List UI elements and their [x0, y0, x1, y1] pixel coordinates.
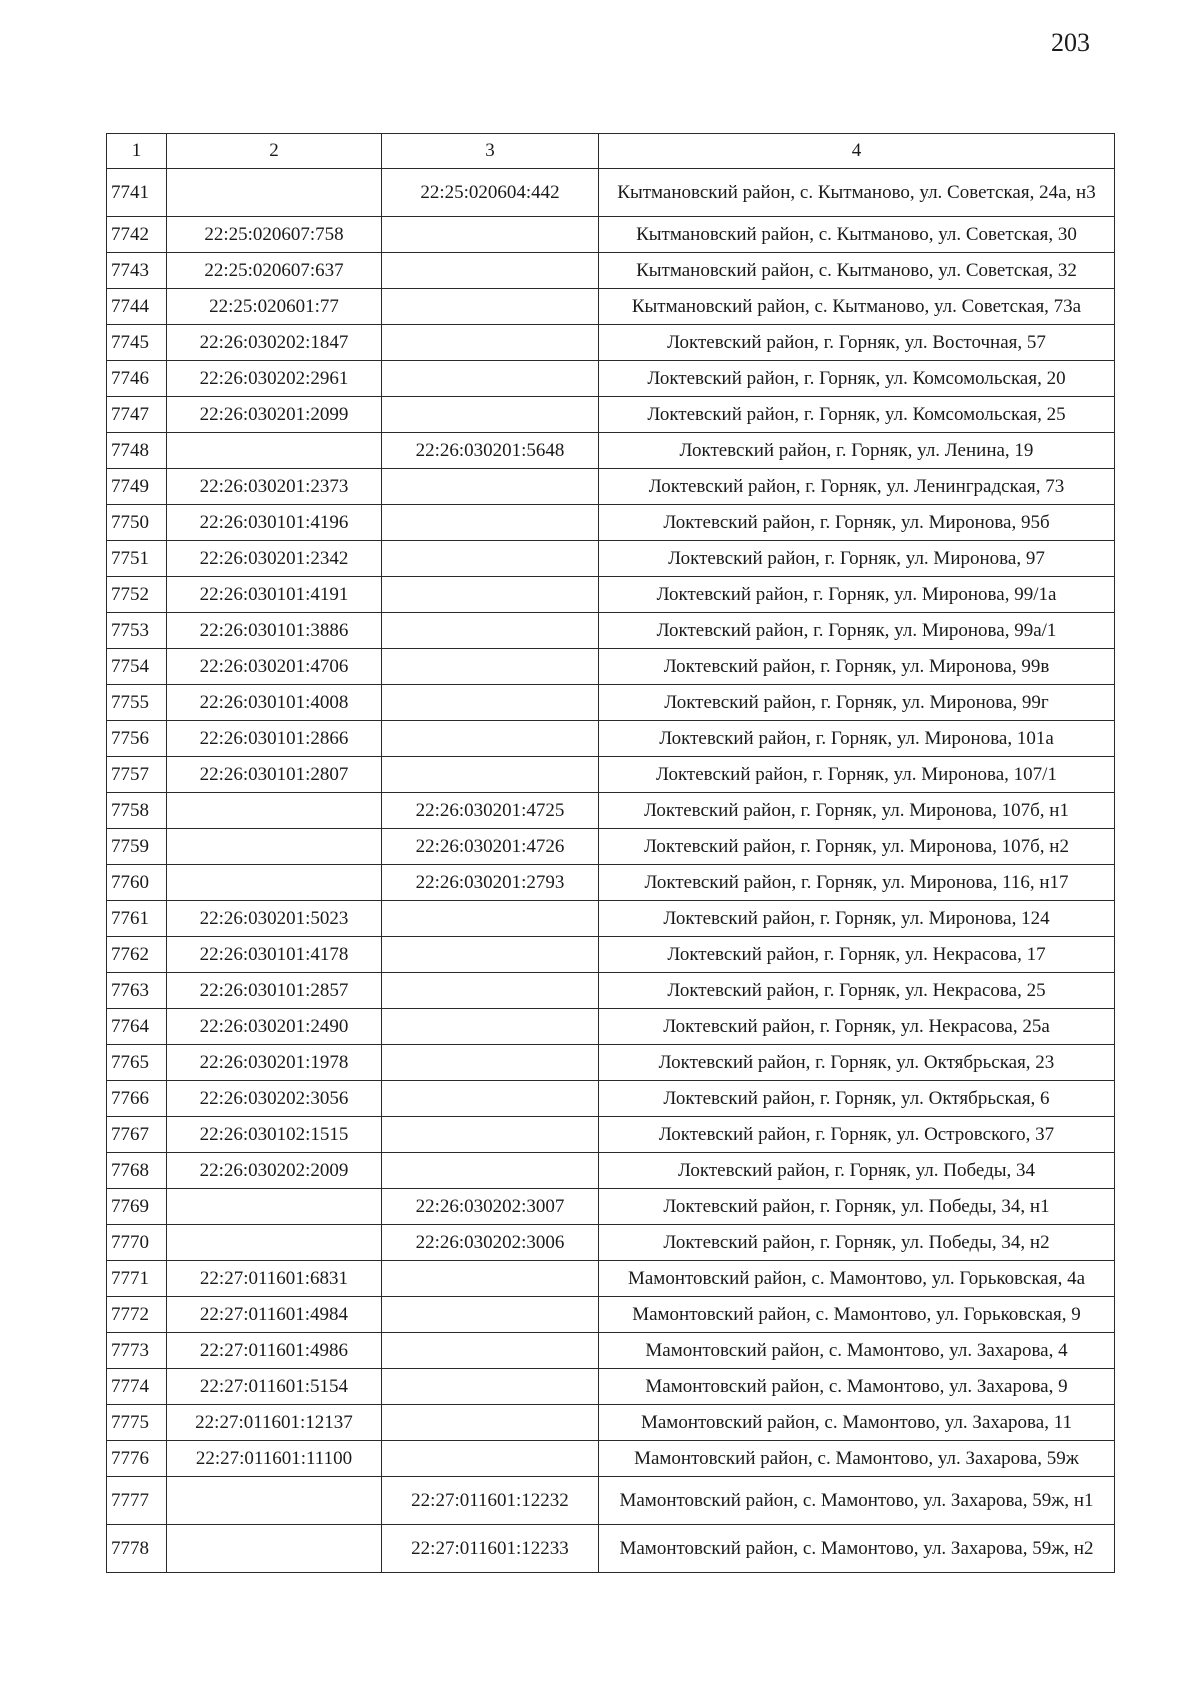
table-row: [107, 577, 1115, 613]
cadastral-number-cell: 22:27:011601:11100: [167, 1441, 382, 1477]
table-row: [107, 613, 1115, 649]
address-cell: Локтевский район, г. Горняк, ул. Миронова, 99г: [599, 685, 1115, 721]
row-number-cell: 7751: [107, 541, 167, 577]
table-row: [107, 1297, 1115, 1333]
page-number: 203: [1051, 28, 1090, 57]
address-cell: Локтевский район, г. Горняк, ул. Некрасова, 17: [599, 937, 1115, 973]
cadastral-number-cell: 22:25:020607:637: [167, 253, 382, 289]
cadastral-number-cell: 22:27:011601:12137: [167, 1405, 382, 1441]
premises-cadastral-number-cell: [382, 469, 599, 505]
row-number-cell: 7754: [107, 649, 167, 685]
table-row: [107, 1081, 1115, 1117]
row-number-cell: 7749: [107, 469, 167, 505]
row-number-cell: 7773: [107, 1333, 167, 1369]
cadastral-number-cell: 22:26:030101:4008: [167, 685, 382, 721]
row-number-cell: 7765: [107, 1045, 167, 1081]
premises-cadastral-number-cell: [382, 253, 599, 289]
premises-cadastral-number-cell: [382, 217, 599, 253]
premises-cadastral-number-cell: [382, 1081, 599, 1117]
premises-cadastral-number-cell: [382, 505, 599, 541]
address-cell: Локтевский район, г. Горняк, ул. Некрасова, 25: [599, 973, 1115, 1009]
premises-cadastral-number-cell: [382, 1117, 599, 1153]
premises-cadastral-number-cell: [382, 1153, 599, 1189]
address-cell: Локтевский район, г. Горняк, ул. Победы, 34, н2: [599, 1225, 1115, 1261]
cadastral-number-cell: 22:26:030101:4191: [167, 577, 382, 613]
table-row: [107, 1369, 1115, 1405]
cadastral-number-cell: 22:26:030202:2961: [167, 361, 382, 397]
premises-cadastral-number-cell: [382, 1441, 599, 1477]
cadastral-number-cell: 22:26:030101:4196: [167, 505, 382, 541]
cadastral-number-cell: 22:26:030202:3056: [167, 1081, 382, 1117]
table-row: [107, 973, 1115, 1009]
cadastral-number-cell: 22:27:011601:6831: [167, 1261, 382, 1297]
premises-cadastral-number-cell: [382, 613, 599, 649]
cadastral-number-cell: 22:26:030101:3886: [167, 613, 382, 649]
address-cell: Мамонтовский район, с. Мамонтово, ул. Захарова, 9: [599, 1369, 1115, 1405]
premises-cadastral-number-cell: [382, 685, 599, 721]
address-cell: Мамонтовский район, с. Мамонтово, ул. Захарова, 59ж, н1: [599, 1477, 1115, 1525]
address-cell: Локтевский район, г. Горняк, ул. Октябрьская, 6: [599, 1081, 1115, 1117]
cadastral-number-cell: 22:26:030102:1515: [167, 1117, 382, 1153]
address-cell: Локтевский район, г. Горняк, ул. Комсомольская, 25: [599, 397, 1115, 433]
cadastral-number-cell: [167, 1225, 382, 1261]
table-row: [107, 505, 1115, 541]
address-cell: Мамонтовский район, с. Мамонтово, ул. Захарова, 59ж, н2: [599, 1525, 1115, 1573]
cadastral-number-cell: [167, 433, 382, 469]
row-number-cell: 7746: [107, 361, 167, 397]
cadastral-number-cell: 22:27:011601:4984: [167, 1297, 382, 1333]
premises-cadastral-number-cell: [382, 757, 599, 793]
row-number-cell: 7763: [107, 973, 167, 1009]
cadastral-number-cell: [167, 793, 382, 829]
address-cell: Локтевский район, г. Горняк, ул. Миронова, 107/1: [599, 757, 1115, 793]
address-cell: Локтевский район, г. Горняк, ул. Миронова, 99а/1: [599, 613, 1115, 649]
table-row: [107, 469, 1115, 505]
table-row: [107, 1333, 1115, 1369]
cadastral-number-cell: [167, 865, 382, 901]
premises-cadastral-number-cell: 22:26:030202:3006: [382, 1225, 599, 1261]
cadastral-number-cell: 22:25:020607:758: [167, 217, 382, 253]
column-header-1: 1: [107, 134, 167, 169]
cadastral-number-cell: 22:26:030101:2807: [167, 757, 382, 793]
table-row: [107, 1153, 1115, 1189]
registry-table: [106, 133, 1115, 1573]
row-number-cell: 7764: [107, 1009, 167, 1045]
premises-cadastral-number-cell: [382, 1261, 599, 1297]
cadastral-number-cell: 22:25:020601:77: [167, 289, 382, 325]
row-number-cell: 7753: [107, 613, 167, 649]
cadastral-number-cell: 22:26:030201:2490: [167, 1009, 382, 1045]
column-header-4: 4: [599, 134, 1115, 169]
address-cell: Мамонтовский район, с. Мамонтово, ул. Горьковская, 4а: [599, 1261, 1115, 1297]
table-body: [107, 169, 1115, 1573]
premises-cadastral-number-cell: [382, 289, 599, 325]
cadastral-number-cell: 22:26:030201:2099: [167, 397, 382, 433]
address-cell: Локтевский район, г. Горняк, ул. Островского, 37: [599, 1117, 1115, 1153]
row-number-cell: 7742: [107, 217, 167, 253]
table-row: [107, 433, 1115, 469]
table-row: [107, 1405, 1115, 1441]
premises-cadastral-number-cell: [382, 1009, 599, 1045]
table-row: [107, 685, 1115, 721]
address-cell: Локтевский район, г. Горняк, ул. Восточная, 57: [599, 325, 1115, 361]
premises-cadastral-number-cell: [382, 541, 599, 577]
table-row: [107, 829, 1115, 865]
address-cell: Кытмановский район, с. Кытманово, ул. Советская, 32: [599, 253, 1115, 289]
cadastral-number-cell: 22:27:011601:5154: [167, 1369, 382, 1405]
row-number-cell: 7762: [107, 937, 167, 973]
table-row: [107, 937, 1115, 973]
address-cell: Локтевский район, г. Горняк, ул. Ленина, 19: [599, 433, 1115, 469]
address-cell: Локтевский район, г. Горняк, ул. Победы, 34: [599, 1153, 1115, 1189]
row-number-cell: 7767: [107, 1117, 167, 1153]
table-row: [107, 1045, 1115, 1081]
table-row: [107, 253, 1115, 289]
premises-cadastral-number-cell: 22:26:030201:4726: [382, 829, 599, 865]
table-row: [107, 901, 1115, 937]
address-cell: Мамонтовский район, с. Мамонтово, ул. Захарова, 59ж: [599, 1441, 1115, 1477]
premises-cadastral-number-cell: [382, 577, 599, 613]
row-number-cell: 7760: [107, 865, 167, 901]
address-cell: Мамонтовский район, с. Мамонтово, ул. Захарова, 11: [599, 1405, 1115, 1441]
table-row: [107, 325, 1115, 361]
premises-cadastral-number-cell: 22:26:030202:3007: [382, 1189, 599, 1225]
premises-cadastral-number-cell: [382, 325, 599, 361]
table-row: [107, 217, 1115, 253]
premises-cadastral-number-cell: [382, 1297, 599, 1333]
row-number-cell: 7743: [107, 253, 167, 289]
table-row: [107, 1189, 1115, 1225]
cadastral-number-cell: 22:26:030101:4178: [167, 937, 382, 973]
table-row: [107, 649, 1115, 685]
premises-cadastral-number-cell: [382, 1333, 599, 1369]
table-row: [107, 541, 1115, 577]
premises-cadastral-number-cell: 22:26:030201:4725: [382, 793, 599, 829]
premises-cadastral-number-cell: [382, 721, 599, 757]
cadastral-number-cell: [167, 169, 382, 217]
premises-cadastral-number-cell: [382, 1369, 599, 1405]
premises-cadastral-number-cell: [382, 901, 599, 937]
table-row: [107, 1477, 1115, 1525]
address-cell: Локтевский район, г. Горняк, ул. Миронова, 107б, н2: [599, 829, 1115, 865]
table-row: [107, 361, 1115, 397]
cadastral-number-cell: [167, 829, 382, 865]
row-number-cell: 7775: [107, 1405, 167, 1441]
address-cell: Локтевский район, г. Горняк, ул. Миронова, 95б: [599, 505, 1115, 541]
cadastral-number-cell: 22:26:030201:1978: [167, 1045, 382, 1081]
table-header-row: [107, 134, 1115, 169]
premises-cadastral-number-cell: [382, 1405, 599, 1441]
table-row: [107, 169, 1115, 217]
row-number-cell: 7769: [107, 1189, 167, 1225]
premises-cadastral-number-cell: 22:27:011601:12232: [382, 1477, 599, 1525]
premises-cadastral-number-cell: [382, 1045, 599, 1081]
cadastral-number-cell: [167, 1477, 382, 1525]
cadastral-number-cell: 22:27:011601:4986: [167, 1333, 382, 1369]
row-number-cell: 7758: [107, 793, 167, 829]
address-cell: Кытмановский район, с. Кытманово, ул. Советская, 73а: [599, 289, 1115, 325]
address-cell: Мамонтовский район, с. Мамонтово, ул. Горьковская, 9: [599, 1297, 1115, 1333]
cadastral-number-cell: 22:26:030201:5023: [167, 901, 382, 937]
address-cell: Локтевский район, г. Горняк, ул. Миронова, 99в: [599, 649, 1115, 685]
row-number-cell: 7755: [107, 685, 167, 721]
row-number-cell: 7741: [107, 169, 167, 217]
table-row: [107, 289, 1115, 325]
premises-cadastral-number-cell: 22:27:011601:12233: [382, 1525, 599, 1573]
address-cell: Кытмановский район, с. Кытманово, ул. Советская, 24а, н3: [599, 169, 1115, 217]
cadastral-number-cell: 22:26:030202:1847: [167, 325, 382, 361]
premises-cadastral-number-cell: 22:26:030201:5648: [382, 433, 599, 469]
address-cell: Локтевский район, г. Горняк, ул. Октябрьская, 23: [599, 1045, 1115, 1081]
address-cell: Локтевский район, г. Горняк, ул. Победы, 34, н1: [599, 1189, 1115, 1225]
cadastral-number-cell: 22:26:030101:2866: [167, 721, 382, 757]
premises-cadastral-number-cell: [382, 649, 599, 685]
cadastral-number-cell: [167, 1525, 382, 1573]
table-row: [107, 1525, 1115, 1573]
cadastral-number-cell: 22:26:030202:2009: [167, 1153, 382, 1189]
row-number-cell: 7747: [107, 397, 167, 433]
cadastral-number-cell: 22:26:030101:2857: [167, 973, 382, 1009]
address-cell: Кытмановский район, с. Кытманово, ул. Советская, 30: [599, 217, 1115, 253]
row-number-cell: 7774: [107, 1369, 167, 1405]
row-number-cell: 7752: [107, 577, 167, 613]
premises-cadastral-number-cell: [382, 361, 599, 397]
table-row: [107, 757, 1115, 793]
table-row: [107, 865, 1115, 901]
row-number-cell: 7772: [107, 1297, 167, 1333]
row-number-cell: 7761: [107, 901, 167, 937]
table-row: [107, 1261, 1115, 1297]
premises-cadastral-number-cell: 22:26:030201:2793: [382, 865, 599, 901]
address-cell: Локтевский район, г. Горняк, ул. Некрасова, 25а: [599, 1009, 1115, 1045]
row-number-cell: 7757: [107, 757, 167, 793]
row-number-cell: 7768: [107, 1153, 167, 1189]
column-header-2: 2: [167, 134, 382, 169]
table-row: [107, 793, 1115, 829]
address-cell: Мамонтовский район, с. Мамонтово, ул. Захарова, 4: [599, 1333, 1115, 1369]
cadastral-number-cell: 22:26:030201:4706: [167, 649, 382, 685]
table-row: [107, 721, 1115, 757]
table-row: [107, 1441, 1115, 1477]
row-number-cell: 7776: [107, 1441, 167, 1477]
row-number-cell: 7766: [107, 1081, 167, 1117]
row-number-cell: 7748: [107, 433, 167, 469]
row-number-cell: 7777: [107, 1477, 167, 1525]
address-cell: Локтевский район, г. Горняк, ул. Миронова, 116, н17: [599, 865, 1115, 901]
address-cell: Локтевский район, г. Горняк, ул. Ленинградская, 73: [599, 469, 1115, 505]
premises-cadastral-number-cell: [382, 397, 599, 433]
address-cell: Локтевский район, г. Горняк, ул. Комсомольская, 20: [599, 361, 1115, 397]
premises-cadastral-number-cell: [382, 937, 599, 973]
cadastral-number-cell: 22:26:030201:2342: [167, 541, 382, 577]
address-cell: Локтевский район, г. Горняк, ул. Миронова, 97: [599, 541, 1115, 577]
row-number-cell: 7759: [107, 829, 167, 865]
row-number-cell: 7771: [107, 1261, 167, 1297]
cadastral-number-cell: [167, 1189, 382, 1225]
table-row: [107, 1117, 1115, 1153]
premises-cadastral-number-cell: [382, 973, 599, 1009]
row-number-cell: 7756: [107, 721, 167, 757]
cadastral-number-cell: 22:26:030201:2373: [167, 469, 382, 505]
table-row: [107, 397, 1115, 433]
address-cell: Локтевский район, г. Горняк, ул. Миронова, 101а: [599, 721, 1115, 757]
premises-cadastral-number-cell: 22:25:020604:442: [382, 169, 599, 217]
row-number-cell: 7770: [107, 1225, 167, 1261]
address-cell: Локтевский район, г. Горняк, ул. Миронова, 107б, н1: [599, 793, 1115, 829]
table-row: [107, 1225, 1115, 1261]
address-cell: Локтевский район, г. Горняк, ул. Миронова, 99/1а: [599, 577, 1115, 613]
column-header-3: 3: [382, 134, 599, 169]
row-number-cell: 7750: [107, 505, 167, 541]
table-row: [107, 1009, 1115, 1045]
row-number-cell: 7744: [107, 289, 167, 325]
row-number-cell: 7778: [107, 1525, 167, 1573]
row-number-cell: 7745: [107, 325, 167, 361]
address-cell: Локтевский район, г. Горняк, ул. Миронова, 124: [599, 901, 1115, 937]
